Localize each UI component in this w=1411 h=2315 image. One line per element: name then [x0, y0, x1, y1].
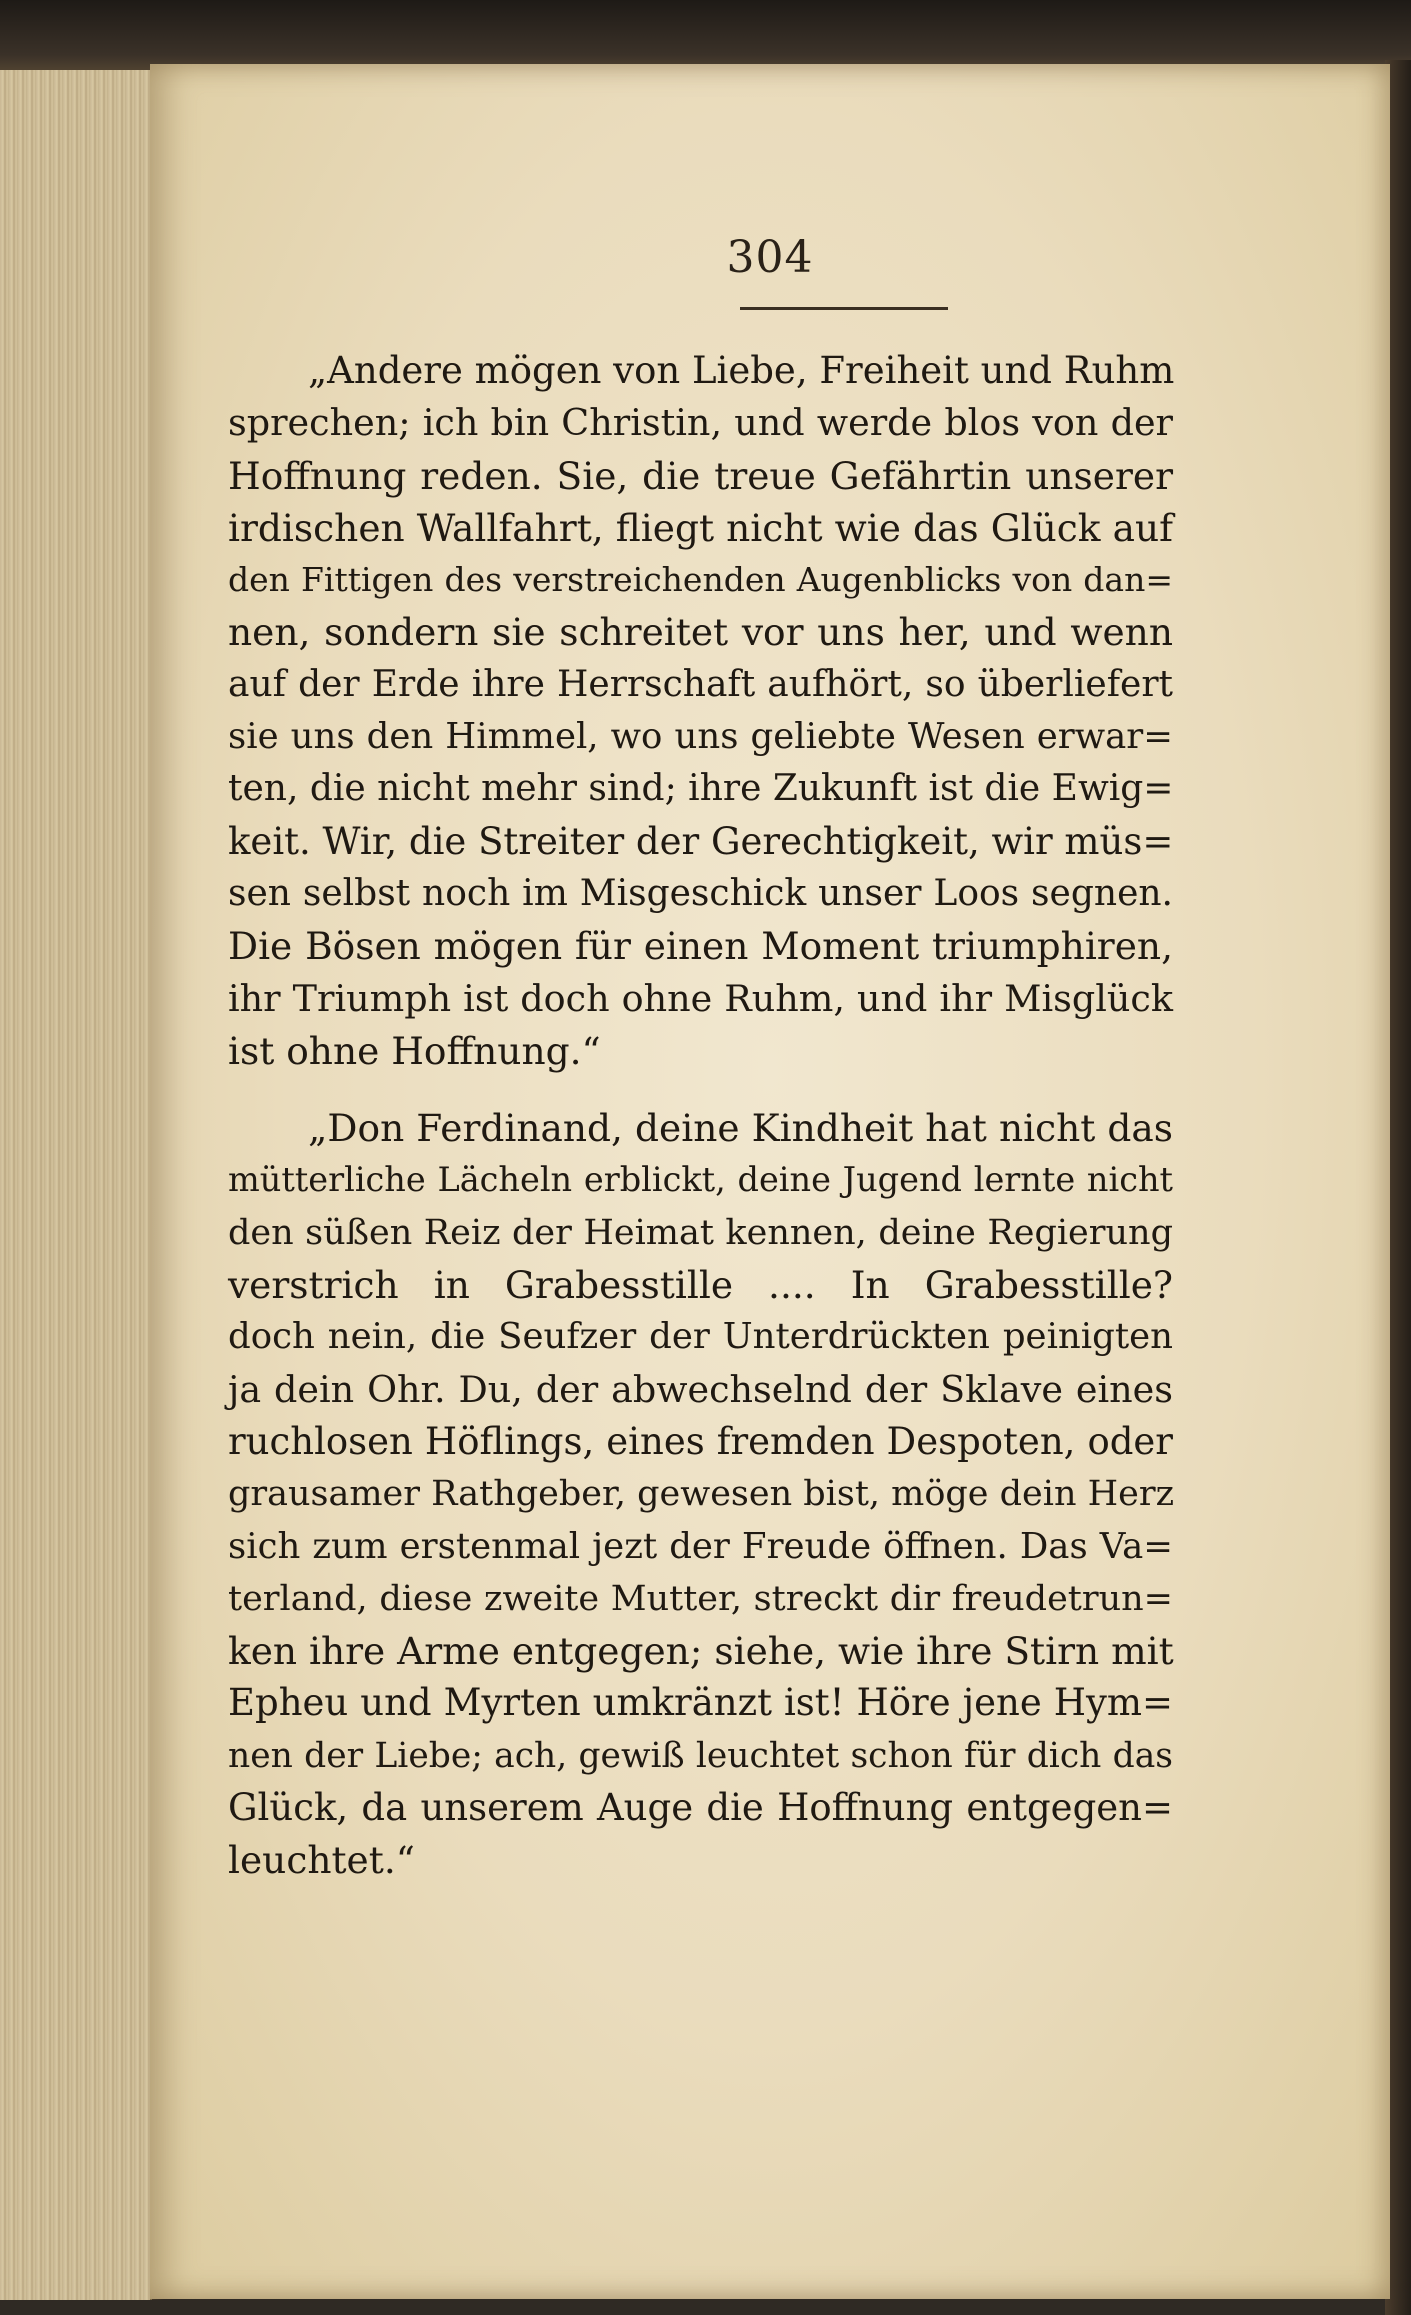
stacked-page-edges — [0, 70, 152, 2300]
text-line: Die Bösen mögen für einen Moment triumphiren, — [228, 924, 1173, 969]
text-line: Hoffnung reden. Sie, die treue Gefährtin unserer — [228, 453, 1173, 498]
text-line: sprechen; ich bin Christin, und werde blos von der — [228, 401, 1173, 445]
text-line: „Don Ferdinand, deine Kindheit hat nicht das — [308, 1106, 1173, 1151]
text-line: auf der Erde ihre Herrschaft aufhört, so überliefert — [228, 663, 1173, 705]
text-line: ken ihre Arme entgegen; siehe, wie ihre Stirn mit — [228, 1629, 1174, 1674]
text-line: keit. Wir, die Streiter der Gerechtigkeit, wir müs= — [228, 819, 1174, 863]
paragraph-2 — [228, 1102, 1173, 1886]
text-line: den süßen Reiz der Heimat kennen, deine Regierung — [228, 1212, 1173, 1253]
text-line: ist ohne Hoffnung.“ — [228, 1028, 601, 1073]
text-line: den Fittigen des verstreichenden Augenblicks von dan= — [228, 560, 1173, 600]
text-line: ja dein Ohr. Du, der abwechselnd der Sklave eines — [228, 1367, 1173, 1411]
text-line: sie uns den Himmel, wo uns geliebte Wesen erwar= — [228, 716, 1173, 758]
page-text — [228, 345, 1173, 1887]
paragraph-1 — [228, 345, 1173, 1077]
page-number: 304 — [726, 232, 814, 283]
text-line: Epheu und Myrten umkränzt ist! Höre jene Hym= — [228, 1681, 1173, 1725]
text-line: Glück, da unserem Auge die Hoffnung entgegen= — [228, 1786, 1173, 1830]
text-line: sen selbst noch im Misgeschick unser Loos segnen. — [228, 872, 1173, 914]
text-line: „Andere mögen von Liebe, Freiheit und Ruhm — [308, 349, 1175, 392]
text-line: sich zum erstenmal jezt der Freude öffnen. Das Va= — [228, 1525, 1173, 1567]
text-line: irdischen Wallfahrt, fliegt nicht wie das Glück auf — [228, 505, 1173, 550]
text-line: grausamer Rathgeber, gewesen bist, möge dein Herz — [228, 1474, 1175, 1515]
text-line: doch nein, die Seufzer der Unterdrückten peinigten — [228, 1316, 1173, 1358]
text-line: mütterliche Lächeln erblickt, deine Jugend lernte nicht — [228, 1160, 1173, 1200]
paragraph-spacer — [228, 1077, 1173, 1102]
text-line: nen der Liebe; ach, gewiß leuchtet schon für dich das — [228, 1735, 1173, 1776]
header-rule — [740, 307, 948, 310]
text-line: terland, diese zweite Mutter, streckt dir freudetrun= — [228, 1578, 1173, 1619]
text-line: ihr Triumph ist doch ohne Ruhm, und ihr Misglück — [228, 976, 1173, 1020]
text-line: ruchlosen Höflings, eines fremden Despoten, oder — [228, 1419, 1173, 1463]
text-line: leuchtet.“ — [228, 1838, 415, 1883]
text-line: verstrich in Grabesstille .... In Grabesstille? — [228, 1263, 1173, 1308]
text-line: nen, sondern sie schreitet vor uns her, und wenn — [228, 610, 1173, 655]
text-line: ten, die nicht mehr sind; ihre Zukunft ist die Ewig= — [228, 768, 1174, 810]
